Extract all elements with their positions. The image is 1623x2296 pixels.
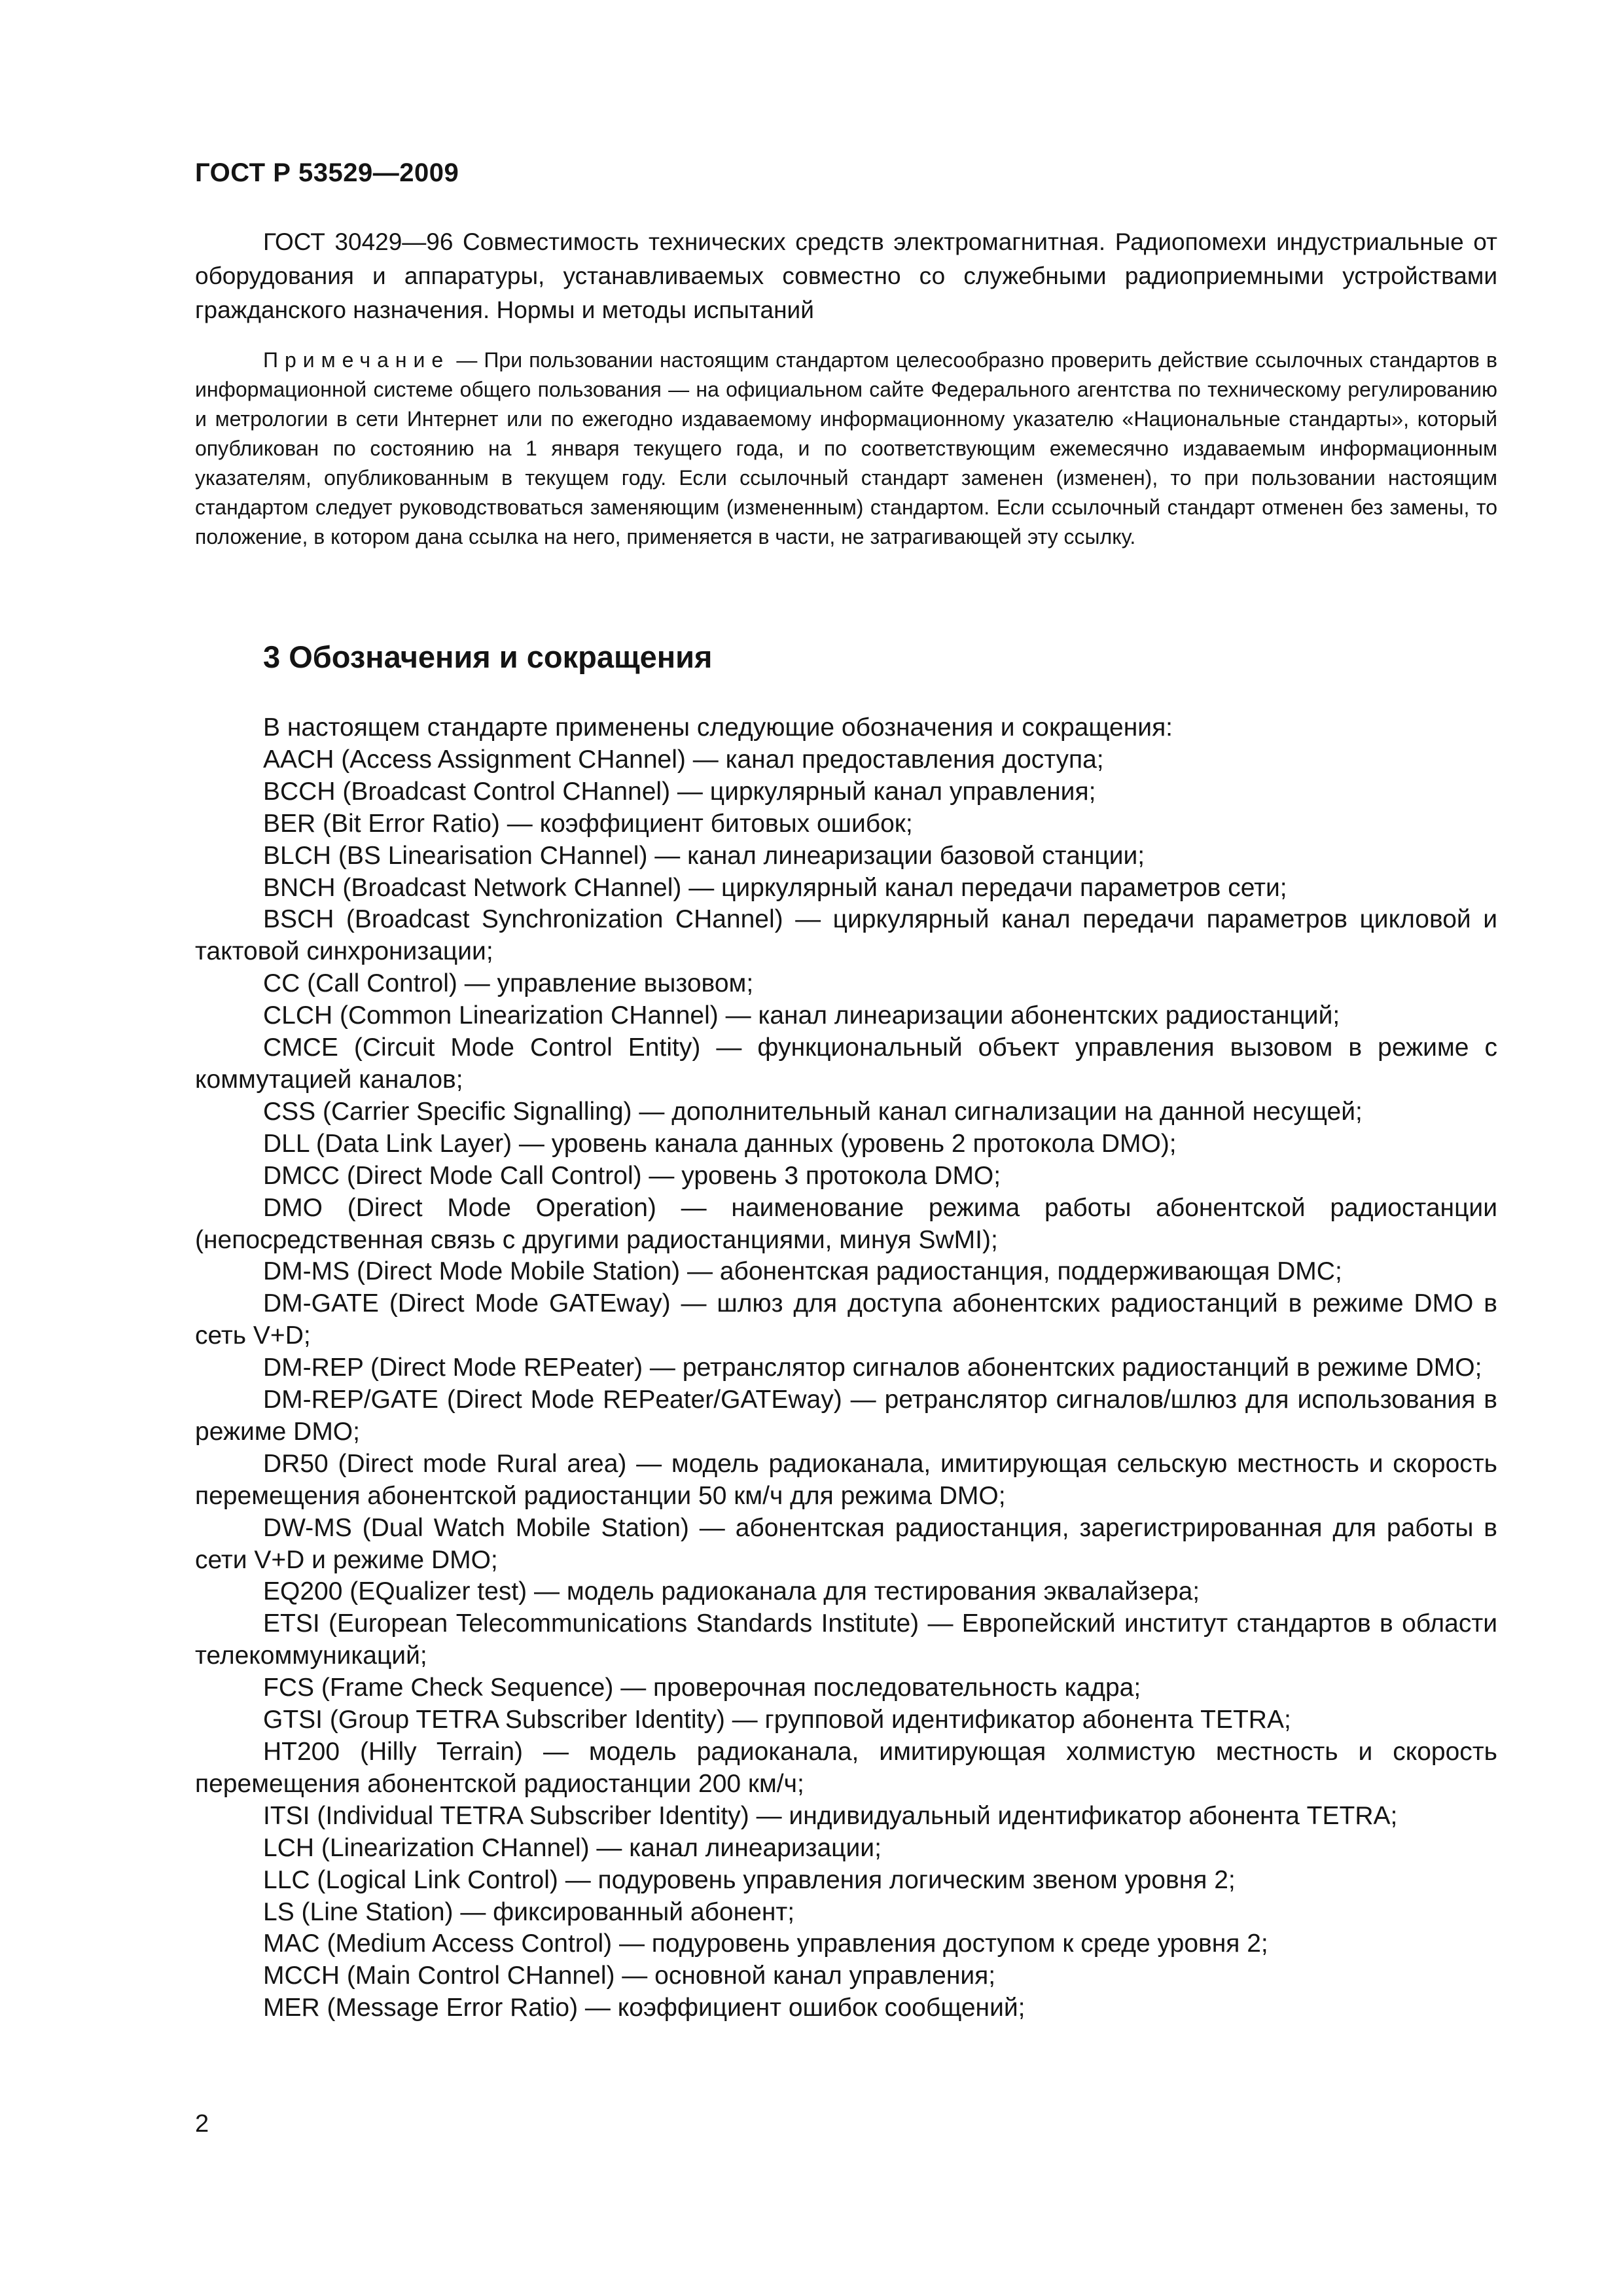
definition-item: LCH (Linearization CHannel) — канал линеаризации;: [263, 1833, 882, 1862]
definition-item: HT200 (Hilly Terrain) — модель радиоканала, имитирующая холмистую местность и скорость перемещения абонентской радиостанции 200 км/ч;: [195, 1738, 1497, 1798]
definition-item: EQ200 (EQualizer test) — модель радиоканала для тестирования эквалайзера;: [263, 1577, 1200, 1606]
page-number: 2: [195, 2110, 209, 2138]
definition-item: BCCH (Broadcast Control CHannel) — циркулярный канал управления;: [263, 777, 1096, 806]
definition-item: FCS (Frame Check Sequence) — проверочная последовательность кадра;: [263, 1674, 1141, 1702]
note-label: Примечание: [263, 348, 450, 372]
definition-item: BER (Bit Error Ratio) — коэффициент битовых ошибок;: [263, 809, 913, 838]
definition-item: DMCC (Direct Mode Call Control) — уровень 3 протокола DMO;: [263, 1161, 1001, 1190]
note-text: — При пользовании настоящим стандартом целесообразно проверить действие ссылочных стандартов в информационной системе общего пользования — на официальном сайте Федерального агентства по техническому регулированию и метрологии в сети Интернет или по ежегодно издаваемому информационному указателю «Национальные стандарты», который опубликован по состоянию на 1 января текущего года, и по соответствующим ежемесячно издаваемым информационным указателям, опубликованным в текущем году. Если ссылочный стандарт заменен (изменен), то при пользовании настоящим стандартом следует руководствоваться заменяющим (измененным) стандартом. Если ссылочный стандарт отменен без замены, то положение, в котором дана ссылка на него, применяется в части, не затрагивающей эту ссылку.: [195, 348, 1498, 548]
definition-item: MCCH (Main Control CHannel) — основной канал управления;: [263, 1962, 996, 1990]
definition-item: DMO (Direct Mode Operation) — наименование режима работы абонентской радиостанции (непосредственная связь с другими радиостанциями, минуя SwMI);: [195, 1193, 1497, 1254]
standard-code-header: ГОСТ Р 53529—2009: [195, 158, 459, 187]
definition-item: BNCH (Broadcast Network CHannel) — циркулярный канал передачи параметров сети;: [263, 873, 1287, 902]
definition-item: BSCH (Broadcast Synchronization CHannel) — циркулярный канал передачи параметров цикловой и тактовой синхронизации;: [195, 905, 1497, 966]
definition-item: CMCE (Circuit Mode Control Entity) — функциональный объект управления вызовом в режиме с коммутацией каналов;: [195, 1033, 1497, 1094]
definition-item: BLCH (BS Linearisation CHannel) — канал линеаризации базовой станции;: [263, 841, 1145, 870]
note-paragraph: [195, 346, 1497, 552]
definition-item: DM-GATE (Direct Mode GATEway) — шлюз для доступа абонентских радиостанций в режиме DMO в сеть V+D;: [195, 1289, 1497, 1350]
definitions-intro: В настоящем стандарте применены следующие обозначения и сокращения:: [263, 713, 1173, 742]
definition-item: CLCH (Common Linearization CHannel) — канал линеаризации абонентских радиостанций;: [263, 1001, 1340, 1030]
definition-item: LS (Line Station) — фиксированный абонент;: [263, 1897, 795, 1926]
section-title: 3 Обозначения и сокращения: [263, 639, 713, 674]
definition-item: DR50 (Direct mode Rural area) — модель радиоканала, имитирующая сельскую местность и скорость перемещения абонентской радиостанции 50 км/ч для режима DMO;: [195, 1449, 1497, 1510]
definition-item: DLL (Data Link Layer) — уровень канала данных (уровень 2 протокола DMO);: [263, 1129, 1177, 1158]
definition-item: GTSI (Group TETRA Subscriber Identity) — групповой идентификатор абонента TETRA;: [263, 1706, 1291, 1734]
definition-item: ETSI (European Telecommunications Standards Institute) — Европейский институт стандартов в области телекоммуникаций;: [195, 1609, 1497, 1670]
definition-item: AACH (Access Assignment CHannel) — канал предоставления доступа;: [263, 745, 1104, 774]
definition-item: MAC (Medium Access Control) — подуровень управления доступом к среде уровня 2;: [263, 1929, 1268, 1958]
definition-item: CSS (Carrier Specific Signalling) — дополнительный канал сигнализации на данной несущей;: [263, 1097, 1363, 1126]
definition-item: MER (Message Error Ratio) — коэффициент ошибок сообщений;: [263, 1994, 1026, 2022]
definition-item: DW-MS (Dual Watch Mobile Station) — абонентская радиостанция, зарегистрированная для работы в сети V+D и режиме DMO;: [195, 1513, 1497, 1574]
definition-item: DM-MS (Direct Mode Mobile Station) — абонентская радиостанция, поддерживающая DMC;: [263, 1257, 1342, 1286]
definition-item: ITSI (Individual TETRA Subscriber Identity) — индивидуальный идентификатор абонента TETRA;: [263, 1801, 1398, 1830]
definition-item: LLC (Logical Link Control) — подуровень управления логическим звеном уровня 2;: [263, 1865, 1236, 1894]
definitions-list: [195, 712, 1497, 2024]
normative-reference: ГОСТ 30429—96 Совместимость технических средств электромагнитная. Радиопомехи индустриальные от оборудования и аппаратуры, устанавливаемых совместно со служебными радиоприемными устройствами гражданского назначения. Нормы и методы испытаний: [195, 228, 1497, 323]
definition-item: DM-REP (Direct Mode REPeater) — ретранслятор сигналов абонентских радиостанций в режиме DMO;: [263, 1354, 1482, 1382]
definition-item: DM-REP/GATE (Direct Mode REPeater/GATEway) — ретранслятор сигналов/шлюз для использования в режиме DMO;: [195, 1386, 1497, 1446]
definition-item: CC (Call Control) — управление вызовом;: [263, 969, 754, 998]
